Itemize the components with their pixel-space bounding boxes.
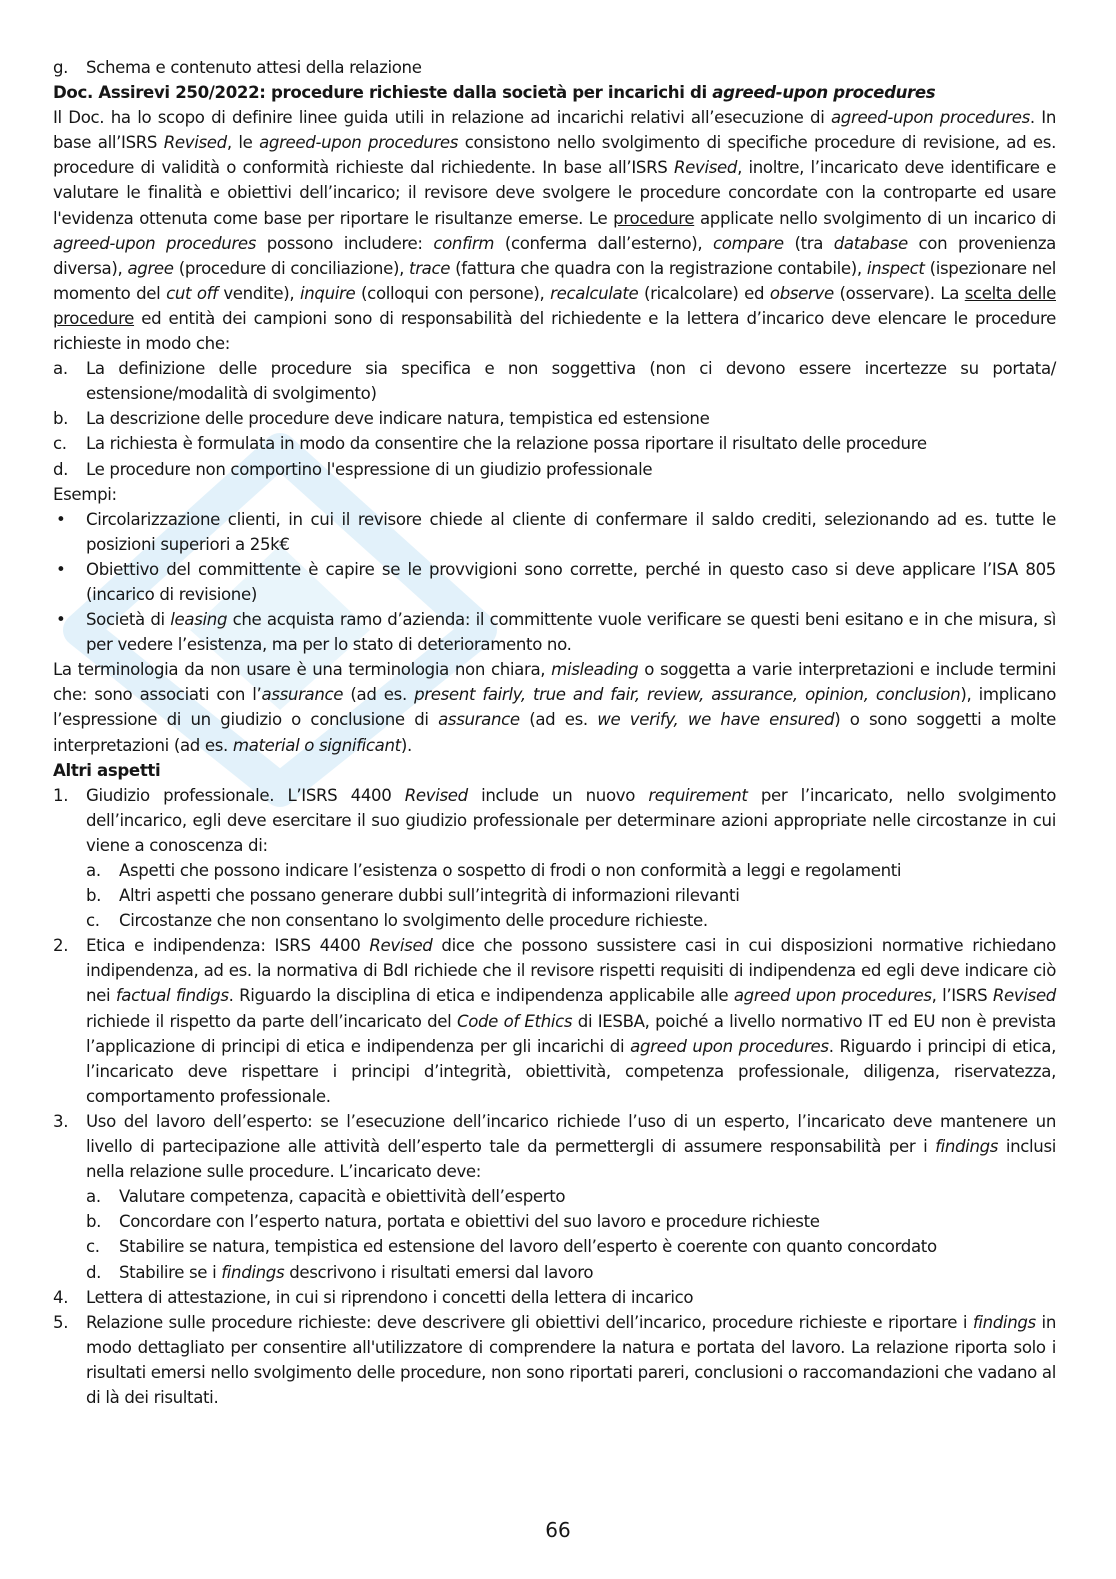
list-marker: c. — [53, 434, 67, 454]
list-marker: 2. — [53, 936, 69, 956]
list-item: 5. Relazione sulle procedure richieste: deve descrivere gli obiettivi dell’incarico, procedure richieste e riportare i findings in modo dettagliato per consentire all'utilizzatore di comprendere la natura e portata del lavoro. La relazione riporta solo i risultati emersi nello svolgimento delle procedure, non sono riportati pareri, conclusioni o raccomandazioni che vadano al di là dei risultati. — [53, 1310, 1056, 1410]
underlined-term: procedure — [613, 208, 695, 228]
list-marker: 4. — [53, 1287, 69, 1307]
list-item: • Obiettivo del committente è capire se le provvigioni sono corrette, perché in questo caso si deve applicare l’ISA 805 (incarico di revisione) — [53, 557, 1056, 607]
bullet-marker: • — [56, 610, 66, 630]
list-item: d. Le procedure non comportino l'espressione di un giudizio professionale — [53, 457, 1056, 482]
list-item: 1. Giudizio professionale. L’ISRS 4400 Revised include un nuovo requirement per l’incaricato, nello svolgimento dell’incarico, egli deve esercitare il suo giudizio professionale per determinare azioni appropriate nelle circostanze in cui viene a conoscenza di: — [53, 783, 1056, 858]
bullet-marker: • — [56, 559, 66, 579]
list-marker: a. — [86, 1187, 101, 1207]
sub-list-item: b. Altri aspetti che possano generare dubbi sull’integrità di informazioni rilevanti — [53, 883, 1056, 908]
list-marker: a. — [86, 861, 101, 880]
list-marker: g. — [53, 58, 69, 77]
doc-heading: Doc. Assirevi 250/2022: procedure richieste dalla società per incarichi di agreed-upon procedures — [53, 83, 936, 103]
section-item-g: g. Schema e contenuto attesi della relazione — [53, 55, 1056, 80]
sub-list-item: a. Valutare competenza, capacità e obiettività dell’esperto — [53, 1184, 1056, 1209]
list-item: c. La richiesta è formulata in modo da consentire che la relazione possa riportare il risultato delle procedure — [53, 431, 1056, 456]
list-marker: a. — [53, 359, 68, 379]
list-marker: 1. — [53, 785, 69, 805]
bullet-marker: • — [56, 509, 66, 529]
list-marker: d. — [53, 459, 69, 479]
underlined-term: scelta delle procedure — [53, 283, 1056, 328]
list-item: b. La descrizione delle procedure deve indicare natura, tempistica ed estensione — [53, 406, 1056, 431]
altri-aspetti-list — [53, 783, 1056, 1410]
list-item: 2. Etica e indipendenza: ISRS 4400 Revised dice che possono sussistere casi in cui disposizioni normative richiedano indipendenza, ad es. la normativa di BdI richiede che il revisore rispetti requisiti di indipendenza ed egli deve indicare ciò nei factual findigs. Riguardo la disciplina di etica e indipendenza applicabile alle agreed upon procedures, l’ISRS Revised richiede il rispetto da parte dell’incaricato del Code of Ethics di IESBA, poiché a livello normativo IT ed EU non è prevista l’applicazione di principi di etica e indipendenza per gli incarichi di agreed upon procedures. Riguardo i principi di etica, l’incaricato deve rispettare i principi d’integrità, obiettività, competenza professionale, diligenza, riservatezza, comportamento professionale. — [53, 933, 1056, 1109]
examples-label: Esempi: — [53, 484, 117, 504]
page-number: 66 — [545, 1518, 571, 1542]
list-marker: b. — [86, 886, 102, 906]
list-item: 3. Uso del lavoro dell’esperto: se l’esecuzione dell’incarico richiede l’uso di un esperto, l’incaricato deve mantenere un livello di partecipazione alle attività dell’esperto tale da permettergli di assumere responsabilità per i findings inclusi nella relazione sulle procedure. L’incaricato deve: — [53, 1109, 1056, 1184]
list-item: a. La definizione delle procedure sia specifica e non soggettiva (non ci devono essere incertezze su portata/ estensione/modalità di svolgimento) — [53, 356, 1056, 406]
sub-list-item: c. Circostanze che non consentano lo svolgimento delle procedure richieste. — [53, 908, 1056, 933]
examples-list — [53, 507, 1056, 658]
list-item: 4. Lettera di attestazione, in cui si riprendono i concetti della lettera di incarico — [53, 1285, 1056, 1310]
sub-list-item: d. Stabilire se i findings descrivono i risultati emersi dal lavoro — [53, 1260, 1056, 1285]
sub-list-item: a. Aspetti che possono indicare l’esistenza o sospetto di frodi o non conformità a leggi e regolamenti — [53, 858, 1056, 883]
list-marker: c. — [86, 1237, 100, 1257]
terminology-paragraph: La terminologia da non usare è una terminologia non chiara, misleading o soggetta a varie interpretazioni e include termini che: sono associati con l’assurance (ad es. present fairly, true and fair, review, assurance, opinion, conclusion), implicano l’espressione di un giudizio o conclusione di assurance (ad es. we verify, we have ensured) o sono soggetti a molte interpretazioni (ad es. material o significant). — [53, 660, 1056, 755]
list-marker: b. — [86, 1212, 102, 1232]
list-item: • Società di leasing che acquista ramo d’azienda: il committente vuole verificare se questi beni esitano e in che misura, sì per vedere l’esistenza, ma per lo stato di deterioramento no. — [53, 607, 1056, 657]
list-marker: 3. — [53, 1111, 69, 1131]
conditions-list — [53, 356, 1056, 481]
list-marker: c. — [86, 911, 100, 931]
list-marker: b. — [53, 409, 69, 429]
list-marker: d. — [86, 1262, 102, 1282]
page-content — [53, 55, 1056, 1410]
sub-list-item: c. Stabilire se natura, tempistica ed estensione del lavoro dell’esperto è coerente con quanto concordato — [53, 1234, 1056, 1259]
intro-paragraph: Il Doc. ha lo scopo di definire linee guida utili in relazione ad incarichi relativi all’esecuzione di agreed-upon procedures. In base all’ISRS Revised, le agreed-upon procedures consistono nello svolgimento di specifiche procedure di revisione, ad es. procedure di validità o conformità richieste dal richiedente. In base all’ISRS Revised, inoltre, l’incaricato deve identificare e valutare le finalità e obiettivi dell’incarico; il revisore deve svolgere le procedure concordate con la controparte ed usare l'evidenza ottenuta come base per riportare le risultanze emerse. Le procedure applicate nello svolgimento di un incarico di agreed-upon procedures possono includere: confirm (conferma dall’esterno), compare (tra database con provenienza diversa), agree (procedure di conciliazione), trace (fattura che quadra con la registrazione contabile), inspect (ispezionare nel momento del cut off vendite), inquire (colloqui con persone), recalculate (ricalcolare) ed observe (osservare). La scelta delle procedure ed entità dei campioni sono di responsabilità del richiedente e la lettera d’incarico deve elencare le procedure richieste in modo che: — [53, 108, 1057, 354]
sub-list-item: b. Concordare con l’esperto natura, portata e obiettivi del suo lavoro e procedure richieste — [53, 1209, 1056, 1234]
list-marker: 5. — [53, 1312, 69, 1332]
list-item: • Circolarizzazione clienti, in cui il revisore chiede al cliente di confermare il saldo crediti, selezionando ad es. tutte le posizioni superiori a 25k€ — [53, 507, 1056, 557]
section-title: Altri aspetti — [53, 760, 161, 780]
